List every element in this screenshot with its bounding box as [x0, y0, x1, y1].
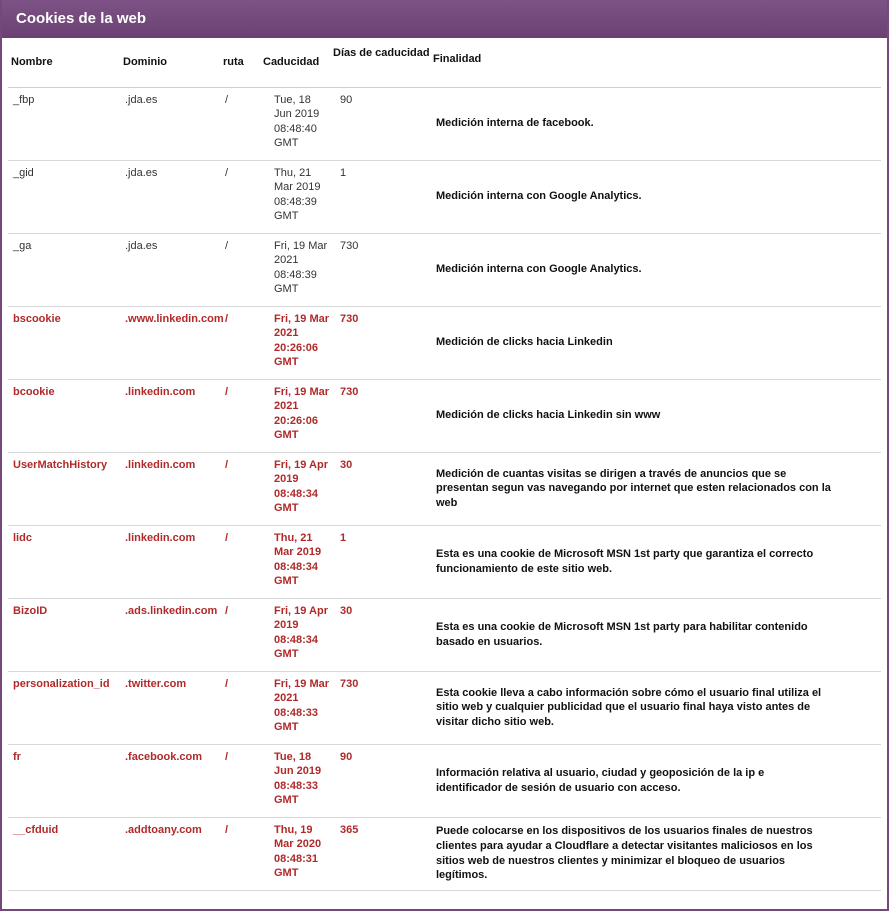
- cell-finalidad: [430, 379, 881, 452]
- cell-dominio: .www.linkedin.com: [120, 306, 220, 379]
- cell-nombre: personalization_id: [8, 671, 120, 744]
- cell-dominio: .ads.linkedin.com: [120, 598, 220, 671]
- header-nombre: Nombre: [8, 38, 120, 87]
- cell-ruta: /: [220, 525, 260, 598]
- cell-ruta: /: [220, 233, 260, 306]
- cell-finalidad: [430, 233, 881, 306]
- finalidad-text: Medición de cuantas visitas se dirigen a través de anuncios que se presentan segun vas navegando por internet que esten relacionados con la web: [436, 467, 831, 509]
- finalidad-text: Puede colocarse en los dispositivos de los usuarios finales de nuestros clientes para ayudar a Cloudflare a detectar visitantes maliciosos en los sitios web de nuestros clientes y minimizar el bloqueo de usuarios legítimos.: [436, 825, 813, 882]
- cell-nombre: BizoID: [8, 598, 120, 671]
- cell-dias: 1: [330, 525, 430, 598]
- cell-dominio: .twitter.com: [120, 671, 220, 744]
- cell-nombre: lidc: [8, 525, 120, 598]
- header-caducidad: Caducidad: [260, 38, 330, 87]
- cell-dominio: .jda.es: [120, 233, 220, 306]
- cell-dias: 730: [330, 306, 430, 379]
- cell-dominio: .linkedin.com: [120, 379, 220, 452]
- cell-finalidad: [430, 306, 881, 379]
- header-dominio: Dominio: [120, 38, 220, 87]
- cookies-table: [8, 38, 881, 891]
- cell-caducidad: Fri, 19 Mar 2021 20:26:06 GMT: [260, 306, 330, 379]
- cell-dominio: .addtoany.com: [120, 817, 220, 890]
- cell-dominio: .jda.es: [120, 87, 220, 160]
- table-row: [8, 452, 881, 525]
- table-row: [8, 233, 881, 306]
- cell-dias: 90: [330, 87, 430, 160]
- cell-nombre: bscookie: [8, 306, 120, 379]
- cell-caducidad: Thu, 21 Mar 2019 08:48:39 GMT: [260, 160, 330, 233]
- table-row: [8, 671, 881, 744]
- cell-ruta: /: [220, 817, 260, 890]
- dialog-title: Cookies de la web: [2, 0, 887, 38]
- cell-ruta: /: [220, 379, 260, 452]
- cell-nombre: __cfduid: [8, 817, 120, 890]
- cell-caducidad: Fri, 19 Apr 2019 08:48:34 GMT: [260, 452, 330, 525]
- cell-finalidad: [430, 744, 881, 817]
- cell-finalidad: [430, 671, 881, 744]
- cell-ruta: /: [220, 744, 260, 817]
- table-header-row: [8, 38, 881, 87]
- cell-finalidad: [430, 87, 881, 160]
- finalidad-text: Medición interna de facebook.: [436, 117, 594, 130]
- finalidad-text: Esta cookie lleva a cabo información sobre cómo el usuario final utiliza el sitio web y cualquier publicidad que el usuario final haya visto antes de visitar dicho sitio web.: [436, 686, 822, 728]
- cell-finalidad: [430, 452, 881, 525]
- table-row: [8, 525, 881, 598]
- cell-finalidad: [430, 817, 881, 890]
- cell-caducidad: Tue, 18 Jun 2019 08:48:40 GMT: [260, 87, 330, 160]
- cell-ruta: /: [220, 598, 260, 671]
- cell-dias: 365: [330, 817, 430, 890]
- cell-nombre: _ga: [8, 233, 120, 306]
- table-row: [8, 306, 881, 379]
- finalidad-text: Medición interna con Google Analytics.: [436, 190, 642, 203]
- cell-ruta: /: [220, 671, 260, 744]
- finalidad-text: Esta es una cookie de Microsoft MSN 1st party para habilitar contenido basado en usuarios.: [436, 620, 808, 648]
- finalidad-text: Medición de clicks hacia Linkedin sin www: [436, 409, 661, 422]
- cell-dominio: .jda.es: [120, 160, 220, 233]
- cell-dias: 730: [330, 671, 430, 744]
- cell-finalidad: [430, 525, 881, 598]
- cell-dias: 730: [330, 379, 430, 452]
- cell-nombre: fr: [8, 744, 120, 817]
- cell-ruta: /: [220, 452, 260, 525]
- cell-dominio: .linkedin.com: [120, 525, 220, 598]
- cookies-table-container[interactable]: [8, 38, 881, 909]
- cell-caducidad: Thu, 19 Mar 2020 08:48:31 GMT: [260, 817, 330, 890]
- cell-caducidad: Thu, 21 Mar 2019 08:48:34 GMT: [260, 525, 330, 598]
- cell-nombre: UserMatchHistory: [8, 452, 120, 525]
- cell-caducidad: Fri, 19 Mar 2021 08:48:39 GMT: [260, 233, 330, 306]
- cell-finalidad: [430, 598, 881, 671]
- cell-caducidad: Fri, 19 Apr 2019 08:48:34 GMT: [260, 598, 330, 671]
- table-row: [8, 160, 881, 233]
- cell-ruta: /: [220, 87, 260, 160]
- finalidad-text: Medición interna con Google Analytics.: [436, 263, 642, 276]
- cell-dias: 730: [330, 233, 430, 306]
- finalidad-text: Información relativa al usuario, ciudad y geoposición de la ip e identificador de sesión de usuario con acceso.: [436, 766, 765, 794]
- cell-ruta: /: [220, 306, 260, 379]
- cell-nombre: _gid: [8, 160, 120, 233]
- header-ruta: ruta: [220, 38, 260, 87]
- finalidad-text: Esta es una cookie de Microsoft MSN 1st party que garantiza el correcto funcionamiento de este sitio web.: [436, 547, 814, 575]
- cell-caducidad: Tue, 18 Jun 2019 08:48:33 GMT: [260, 744, 330, 817]
- header-finalidad: Finalidad: [430, 38, 881, 87]
- table-row: [8, 87, 881, 160]
- table-row: [8, 598, 881, 671]
- cell-caducidad: Fri, 19 Mar 2021 20:26:06 GMT: [260, 379, 330, 452]
- cell-dominio: .linkedin.com: [120, 452, 220, 525]
- table-row: [8, 817, 881, 890]
- cell-nombre: _fbp: [8, 87, 120, 160]
- header-dias-caducidad: Días de caducidad: [330, 38, 430, 87]
- cell-finalidad: [430, 160, 881, 233]
- cell-nombre: bcookie: [8, 379, 120, 452]
- finalidad-text: Medición de clicks hacia Linkedin: [436, 336, 613, 349]
- cell-dias: 30: [330, 452, 430, 525]
- cell-dias: 30: [330, 598, 430, 671]
- cell-ruta: /: [220, 160, 260, 233]
- cell-dias: 1: [330, 160, 430, 233]
- cell-caducidad: Fri, 19 Mar 2021 08:48:33 GMT: [260, 671, 330, 744]
- cell-dias: 90: [330, 744, 430, 817]
- cell-dominio: .facebook.com: [120, 744, 220, 817]
- table-row: [8, 379, 881, 452]
- table-row: [8, 744, 881, 817]
